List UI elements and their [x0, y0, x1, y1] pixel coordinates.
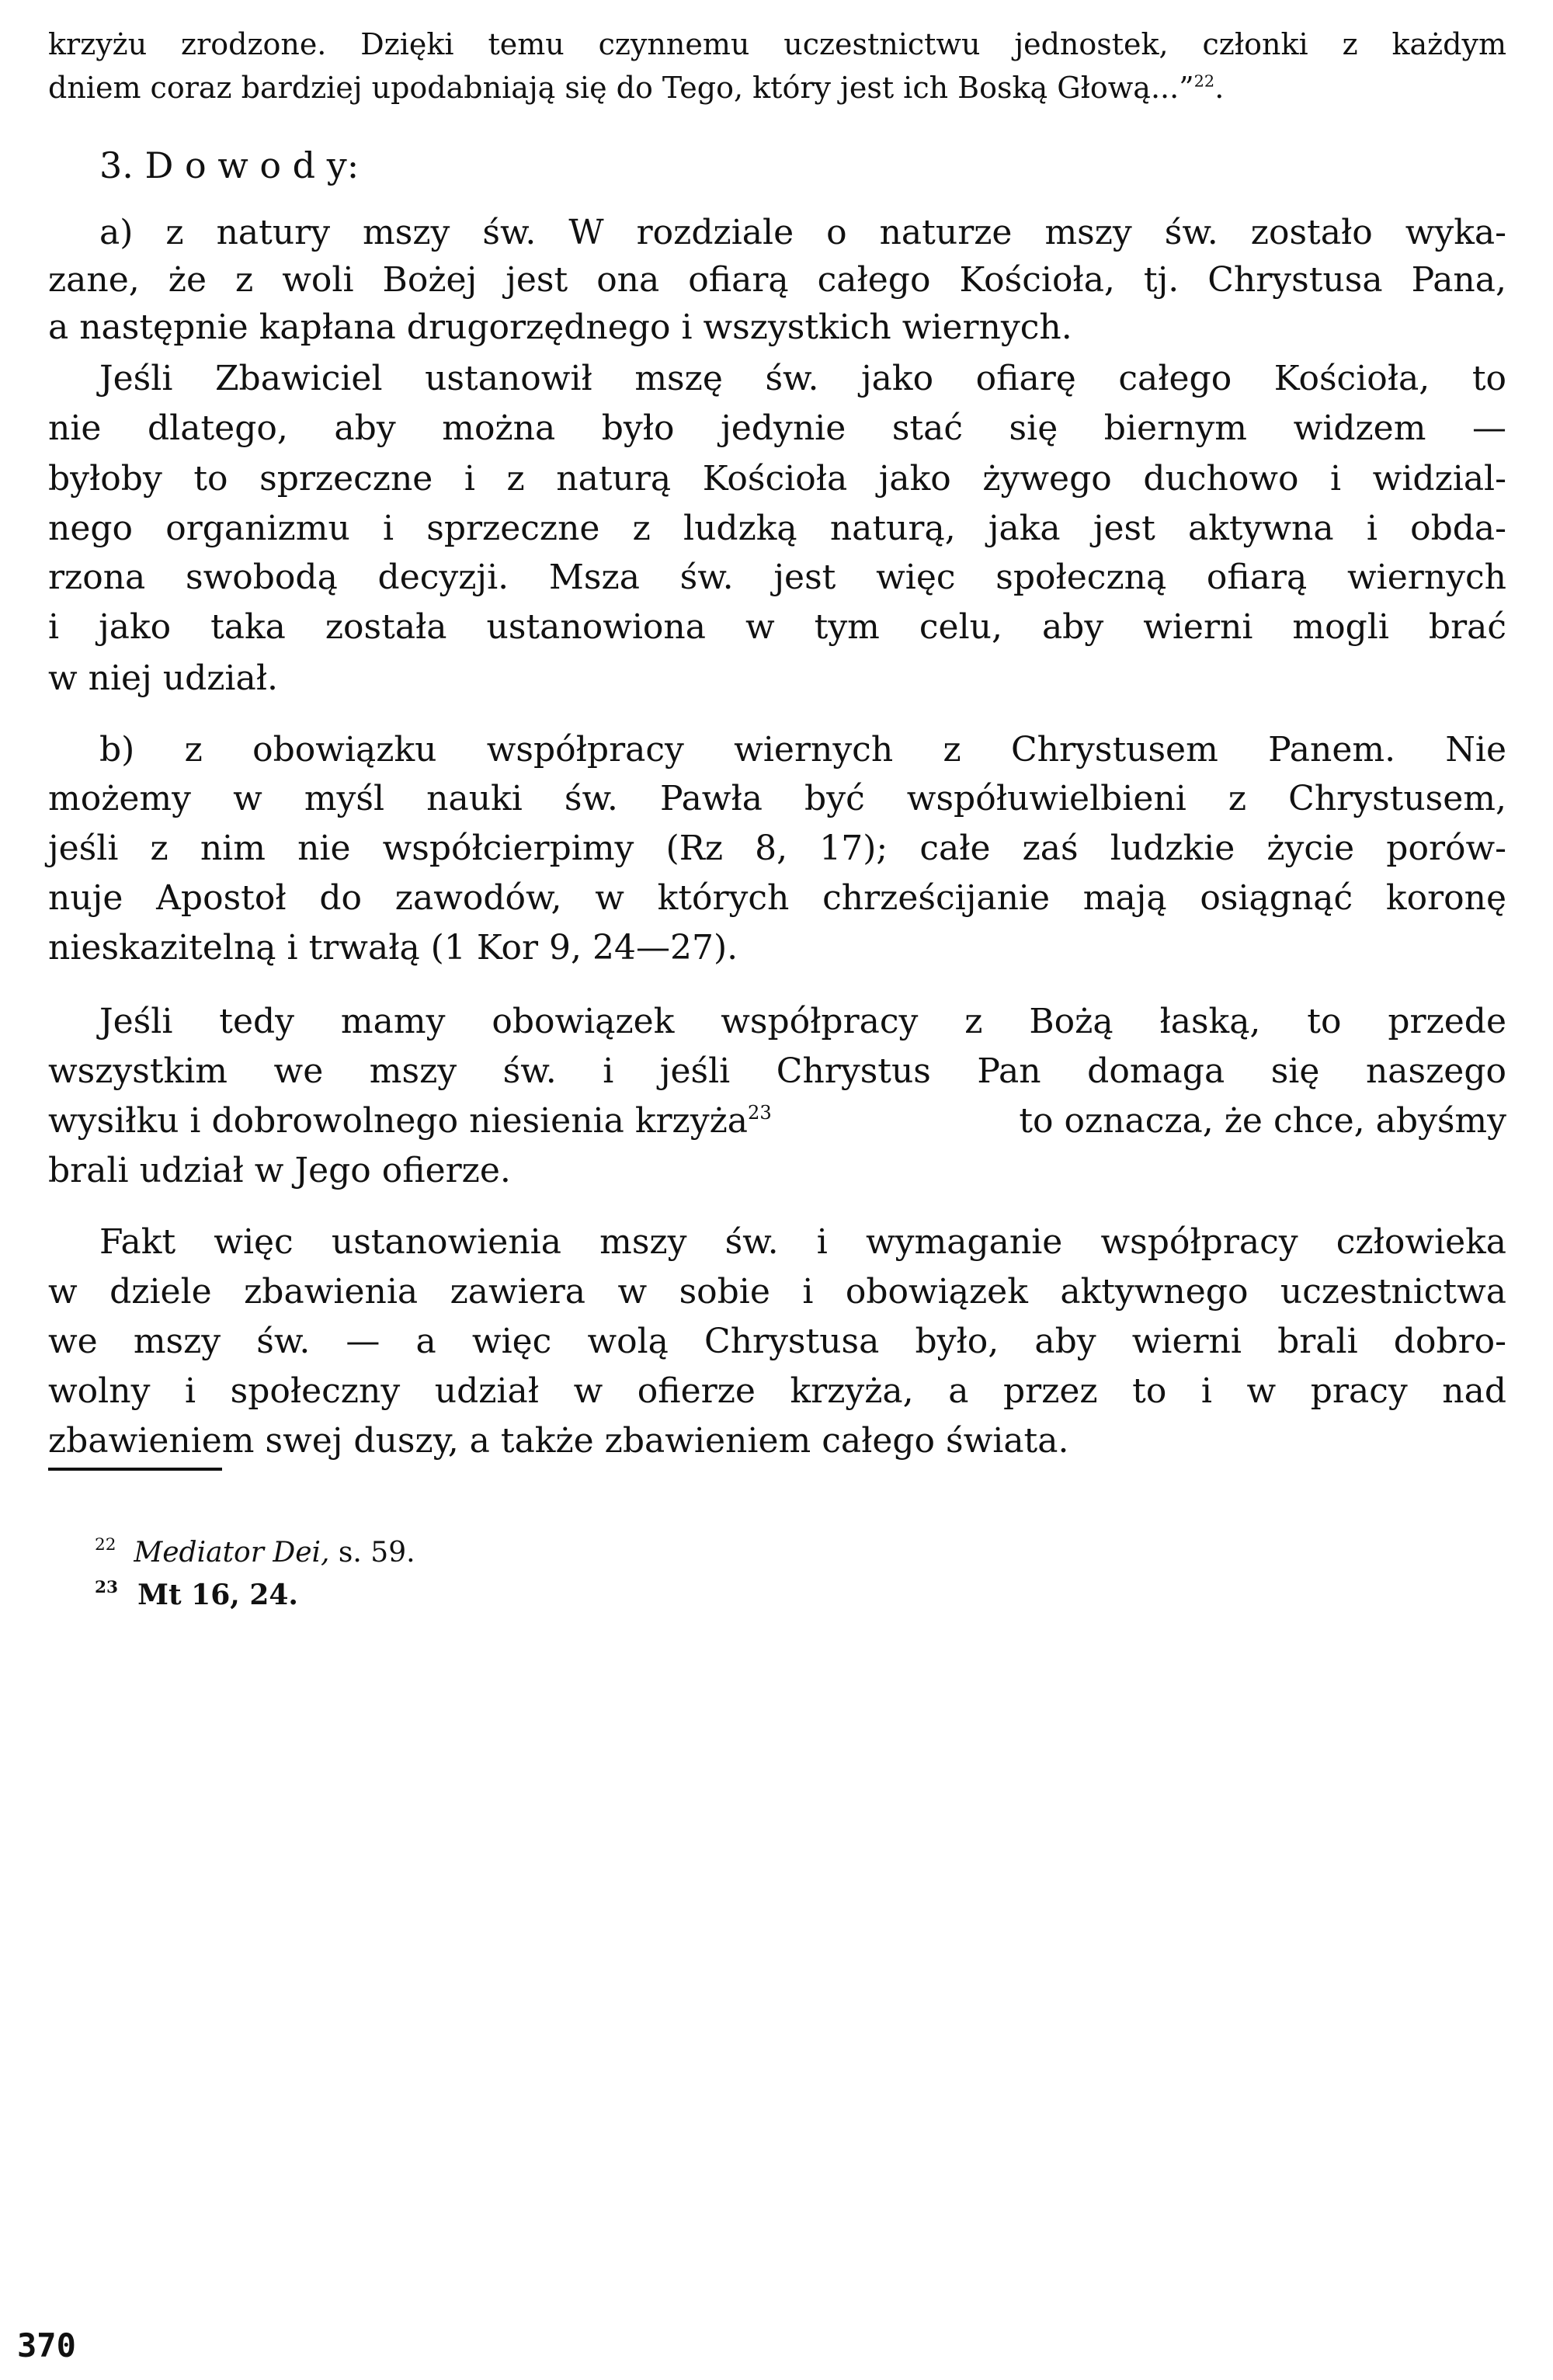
para-b-line-2: możemy w myśl nauki św. Pawła być współuwielbieni z Chrystusem,: [48, 779, 1506, 818]
footnote-22-number: 22: [95, 1534, 116, 1555]
para-b2-line-3: [48, 1101, 1506, 1141]
footnote-22-title: Mediator Dei,: [134, 1537, 330, 1569]
para-a-line-9: i jako taka została ustanowiona w tym celu, aby wierni mogli brać: [48, 607, 1506, 647]
footnote-22: [95, 1534, 415, 1569]
para-b2-line-3-start: wysiłku i dobrowolnego niesienia krzyża$^{23}$: [48, 1101, 772, 1141]
footnote-ref-23: 23: [748, 1102, 772, 1124]
intro-line-2-text: dniem coraz bardziej upodabniają się do Tego, który jest ich Boską Głową...”: [48, 71, 1194, 105]
para-b2-line-1: Jeśli tedy mamy obowiązek współpracy z Bożą łaską, to przede: [99, 1002, 1506, 1041]
para-b-line-4: nuje Apostoł do zawodów, w których chrześcijanie mają osiągnąć koronę: [48, 878, 1506, 918]
section-heading: 3. D o w o d y:: [99, 144, 360, 186]
footnote-23: [95, 1577, 298, 1611]
intro-line-2: [48, 71, 1225, 105]
intro-line-1: krzyżu zrodzone. Dzięki temu czynnemu uczestnictwu jednostek, członki z każdym: [48, 27, 1506, 61]
para-b2-line-3-end: to oznacza, że chce, abyśmy: [1019, 1101, 1506, 1141]
para-a-line-10: w niej udział.: [48, 658, 278, 698]
para-a-line-4: Jeśli Zbawiciel ustanowił mszę św. jako ofiarę całego Kościoła, to: [99, 359, 1506, 398]
para-a-line-6: byłoby to sprzeczne i z naturą Kościoła jako żywego duchowo i widzial-: [48, 459, 1506, 499]
para-b3-line-5: zbawieniem swej duszy, a także zbawieniem całego świata.: [48, 1421, 1069, 1461]
para-a-line-3: a następnie kapłana drugorzędnego i wszystkich wiernych.: [48, 307, 1072, 347]
para-b3-line-2: w dziele zbawienia zawiera w sobie i obowiązek aktywnego uczestnictwa: [48, 1272, 1506, 1312]
para-b-line-5: nieskazitelną i trwałą (1 Kor 9, 24—27).: [48, 928, 738, 968]
para-b-line-3: jeśli z nim nie współcierpimy (Rz 8, 17); całe zaś ludzkie życie porów-: [48, 829, 1506, 868]
intro-line-2-end: .: [1214, 71, 1225, 105]
footnote-23-number: 23: [95, 1577, 119, 1597]
para-b-line-1: b) z obowiązku współpracy wiernych z Chrystusem Panem. Nie: [99, 730, 1506, 770]
footnote-22-rest: s. 59.: [329, 1537, 415, 1569]
para-b3-line-1: Fakt więc ustanowienia mszy św. i wymaganie współpracy człowieka: [99, 1222, 1506, 1262]
para-b3-line-4: wolny i społeczny udział w ofierze krzyża, a przez to i w pracy nad: [48, 1371, 1506, 1411]
para-a-line-1: a) z natury mszy św. W rozdziale o naturze mszy św. zostało wyka-: [99, 213, 1506, 252]
para-b2-line-4: brali udział w Jego ofierze.: [48, 1151, 511, 1190]
footnote-23-text: Mt 16, 24.: [137, 1579, 298, 1611]
para-a-line-2: zane, że z woli Bożej jest ona ofiarą całego Kościoła, tj. Chrystusa Pana,: [48, 260, 1506, 300]
para-a-line-5: nie dlatego, aby można było jedynie stać się biernym widzem —: [48, 408, 1506, 448]
para-a-line-8: rzona swobodą decyzji. Msza św. jest więc społeczną ofiarą wiernych: [48, 558, 1506, 597]
page-number: 370: [17, 2326, 76, 2364]
para-a-line-7: nego organizmu i sprzeczne z ludzką naturą, jaka jest aktywna i obda-: [48, 509, 1506, 548]
para-b2-line-2: wszystkim we mszy św. i jeśli Chrystus Pan domaga się naszego: [48, 1051, 1506, 1091]
para-b3-line-3: we mszy św. — a więc wolą Chrystusa było, aby wierni brali dobro-: [48, 1322, 1506, 1361]
footnote-separator: [48, 1468, 222, 1471]
footnote-ref-22: 22: [1193, 71, 1215, 91]
